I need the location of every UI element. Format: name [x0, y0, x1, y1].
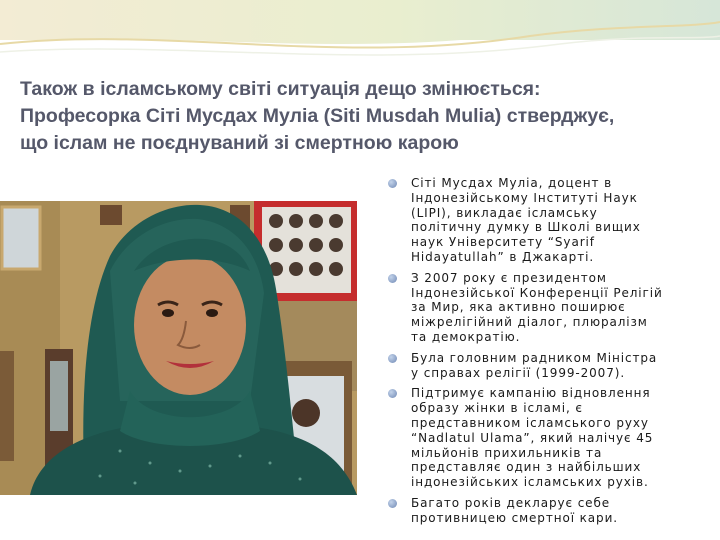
- bullet-dot-icon: [388, 499, 397, 508]
- bullet-text: З 2007 року є президентом Індонезійської Конференції Релігій за Мир, яка активно поширює міжрелігійний діалог, плюралізм та демократію.: [411, 270, 663, 344]
- list-item: [388, 271, 700, 345]
- bullet-dot-icon: [388, 179, 397, 188]
- list-item: [388, 496, 700, 526]
- bullet-text: Сіті Мусдах Муліа, доцент в Індонезійському Інституті Наук (LIPI), викладає ісламську політичну думку в Школі вищих наук Університету “Syarif Hidayatullah” в Джакарті.: [411, 176, 641, 264]
- decorative-header-band: [0, 0, 720, 70]
- portrait-photo: [0, 201, 357, 495]
- bullet-dot-icon: [388, 354, 397, 363]
- bullet-dot-icon: [388, 389, 397, 398]
- bullet-dot-icon: [388, 274, 397, 283]
- slide-title: [20, 76, 700, 157]
- bullet-text: Підтримує кампанію відновлення образу жінки в ісламі, є представником ісламського руху “Nadlatul Ulama”, який налічує 45 мільйонів прихильників та представляє один з найбільших індонезійських ісламських рухів.: [411, 386, 654, 490]
- title-line-2: Професорка Сіті Мусдах Муліа (Siti Musdah Mulia) стверджує,: [20, 105, 615, 127]
- bullet-text: Багато років декларує себе противницею смертної кари.: [411, 495, 618, 525]
- list-item: [388, 351, 700, 381]
- list-item: [388, 386, 700, 490]
- title-line-3: що іслам не поєднуваний зі смертною карою: [20, 132, 459, 154]
- list-item: [388, 176, 700, 265]
- bullet-list: [388, 176, 700, 532]
- bullet-text: Була головним радником Міністра у справах релігії (1999-2007).: [411, 350, 658, 380]
- title-line-1: Також в ісламському світі ситуація дещо змінюється:: [20, 78, 541, 100]
